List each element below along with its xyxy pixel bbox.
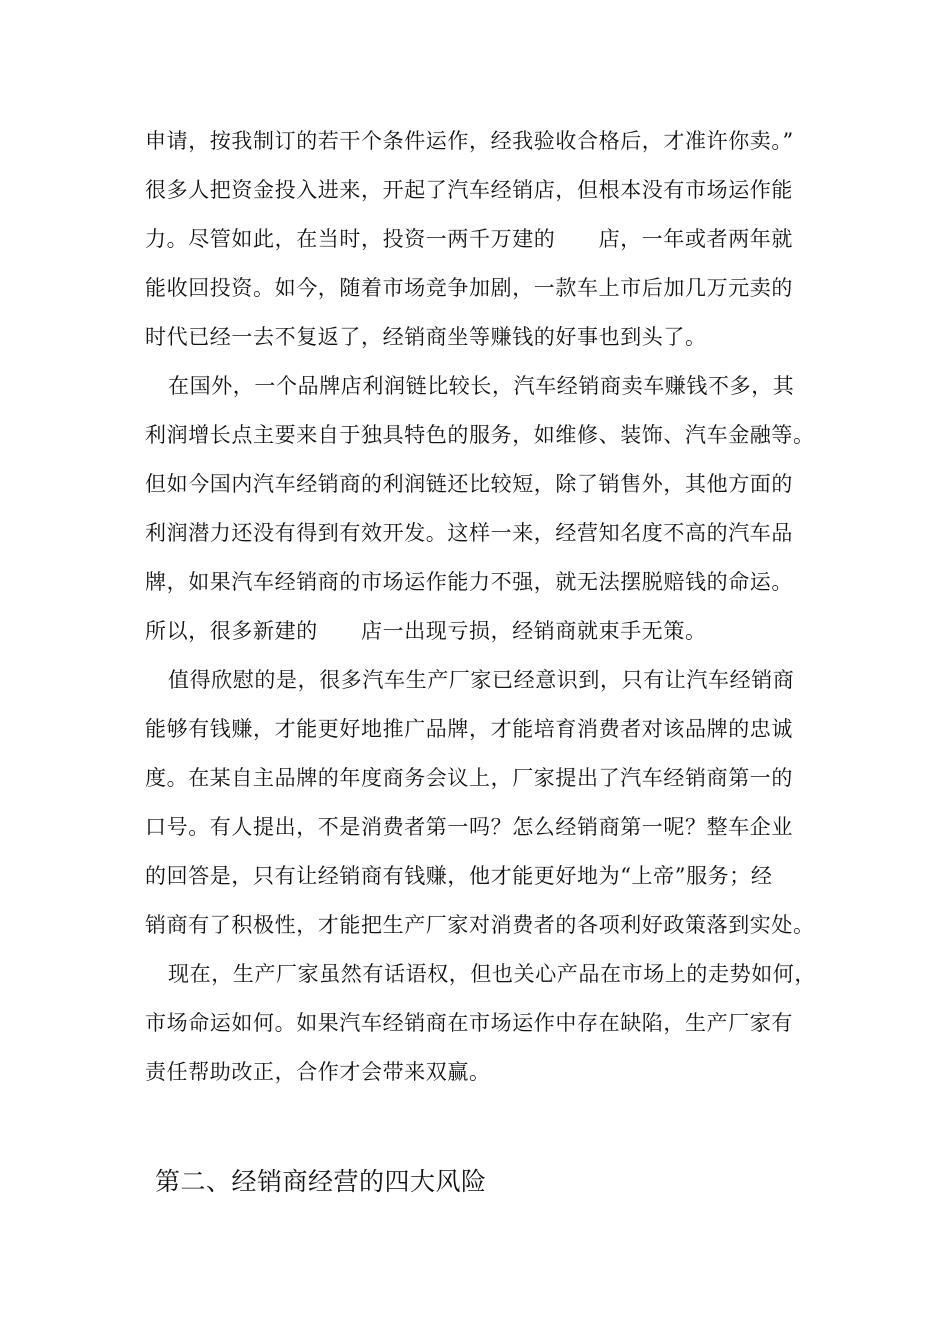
- text-line: 能收回投资。如今，随着市场竞争加剧，一款车上市后加几万元卖的: [145, 276, 793, 300]
- text-line: 利润增长点主要来自于独具特色的服务，如维修、装饰、汽车金融等。: [145, 423, 815, 447]
- text-line: 很多人把资金投入进来，开起了汽车经销店，但根本没有市场运作能: [145, 178, 793, 202]
- text-line: 现在，生产厂家虽然有话语权，但也关心产品在市场上的走势如何，: [168, 962, 816, 986]
- section-heading: 第二、经销商经营的四大风险: [155, 1167, 487, 1196]
- text-line: 时代已经一去不复返了，经销商坐等赚钱的好事也到头了。: [145, 325, 707, 349]
- text-line: 利润潜力还没有得到有效开发。这样一来，经营知名度不高的汽车品: [145, 521, 793, 545]
- text-line: 市场命运如何。如果汽车经销商在市场运作中存在缺陷，生产厂家有: [145, 1011, 793, 1035]
- text-line: 牌，如果汽车经销商的市场运作能力不强，就无法摆脱赔钱的命运。: [145, 570, 793, 594]
- text-line: 申请，按我制订的若干个条件运作，经我验收合格后，才准许你卖。”: [145, 129, 794, 153]
- text-line: 口号。有人提出，不是消费者第一吗？怎么经销商第一呢？整车企业: [145, 815, 793, 839]
- text-line: 力。尽管如此，在当时，投资一两千万建的 店，一年或者两年就: [145, 227, 793, 251]
- text-line: 销商有了积极性，才能把生产厂家对消费者的各项利好政策落到实处。: [145, 913, 815, 937]
- document-body: [145, 117, 825, 1097]
- paragraph-4: [145, 950, 825, 1097]
- text-line: 在国外，一个品牌店利润链比较长，汽车经销商卖车赚钱不多，其: [168, 374, 795, 398]
- paragraph-2: [145, 362, 825, 656]
- text-line: 所以，很多新建的 店一出现亏损，经销商就束手无策。: [145, 619, 707, 643]
- paragraph-3: [145, 656, 825, 950]
- text-line: 度。在某自主品牌的年度商务会议上，厂家提出了汽车经销商第一的: [145, 766, 793, 790]
- text-line: 能够有钱赚，才能更好地推广品牌，才能培育消费者对该品牌的忠诚: [145, 717, 793, 741]
- text-line: 但如今国内汽车经销商的利润链还比较短，除了销售外，其他方面的: [145, 472, 793, 496]
- text-line: 值得欣慰的是，很多汽车生产厂家已经意识到，只有让汽车经销商: [168, 668, 795, 692]
- text-line: 的回答是，只有让经销商有钱赚，他才能更好地为“上帝”服务；经: [145, 864, 773, 888]
- text-line: 责任帮助改正，合作才会带来双赢。: [145, 1060, 491, 1084]
- paragraph-1: [145, 117, 825, 362]
